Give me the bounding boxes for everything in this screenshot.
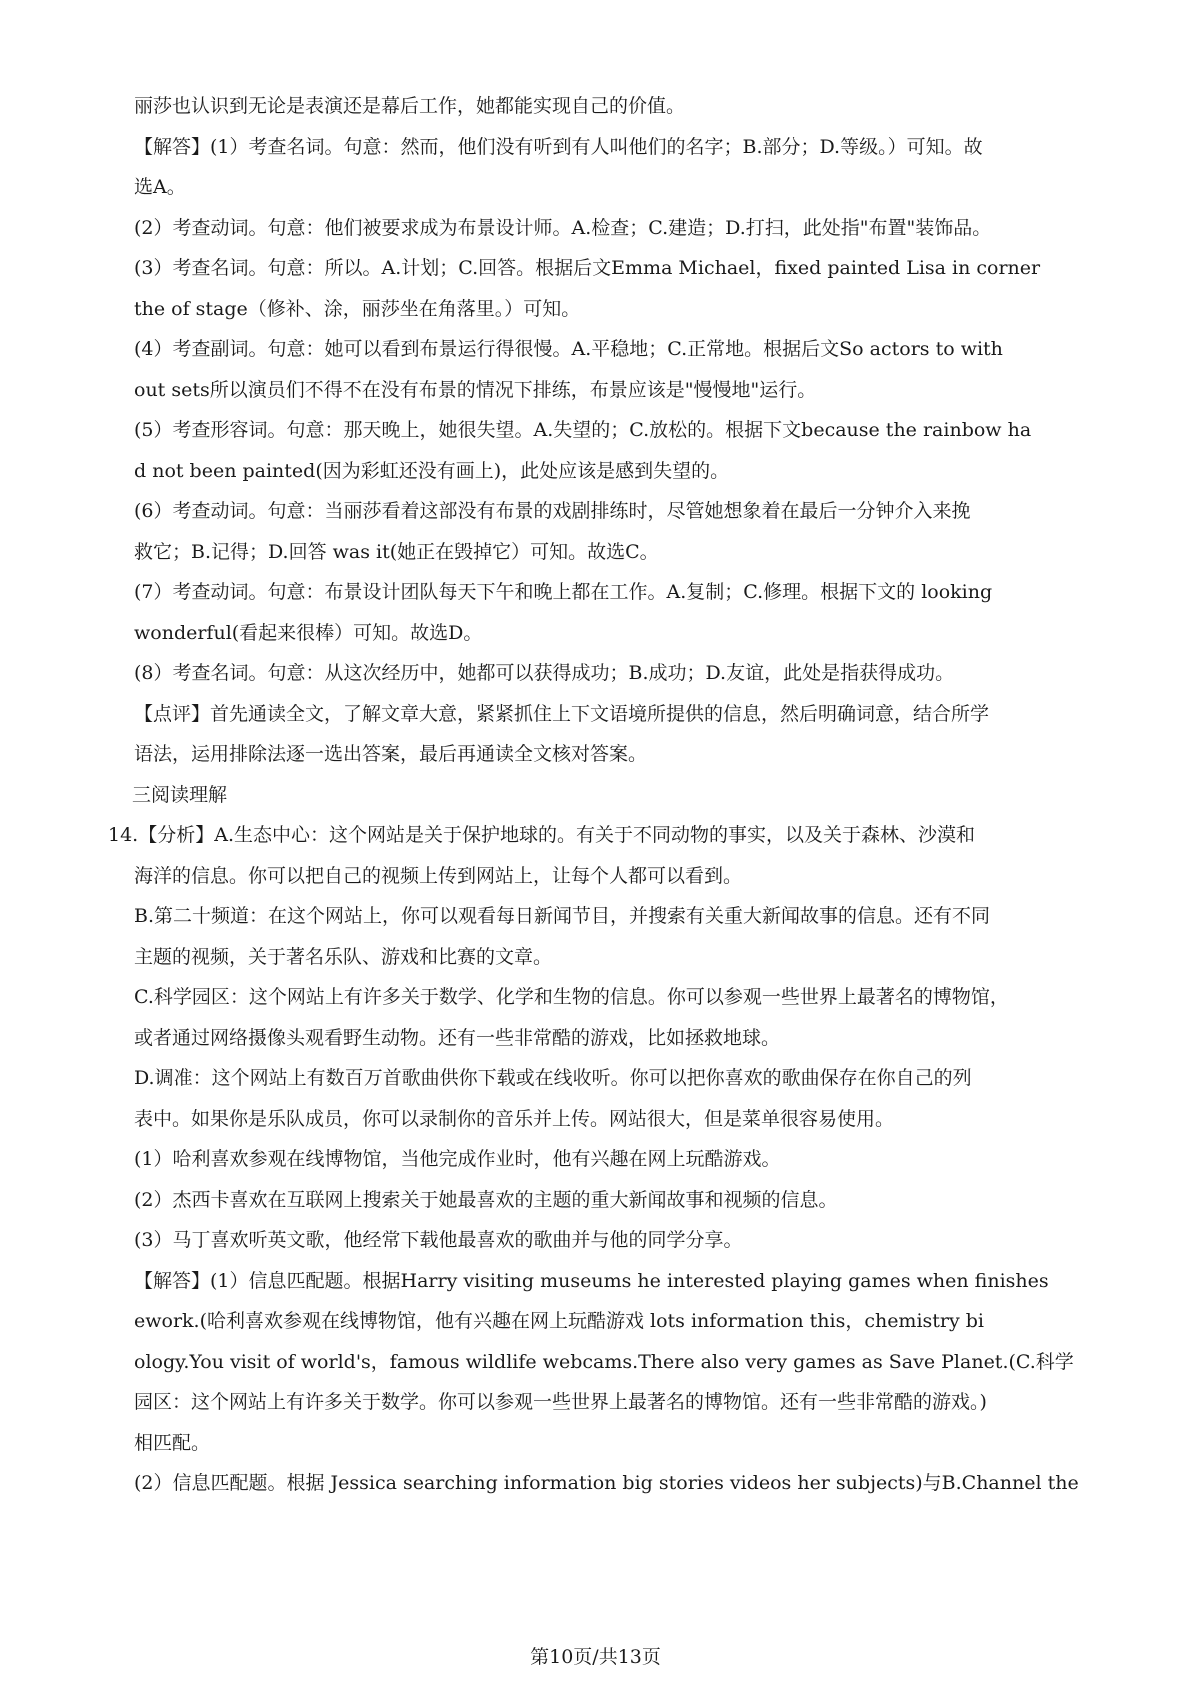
- text-line: wonderful(看起来很棒）可知。故选D。: [134, 621, 483, 644]
- text-line: out sets所以演员们不得不在没有布景的情况下排练，布景应该是"慢慢地"运行。: [134, 378, 817, 401]
- text-line: B.第二十频道：在这个网站上，你可以观看每日新闻节目，并搜索有关重大新闻故事的信息。还有不同: [134, 905, 991, 927]
- text-line: 救它；B.记得；D.回答 was it(她正在毁掉它）可知。故选C。: [134, 540, 659, 563]
- text-line: 【解答】(1）信息匹配题。根据Harry visiting museums he interested playing games when finishes: [134, 1269, 1049, 1292]
- text-line: (7）考查动词。句意：布景设计团队每天下午和晚上都在工作。A.复制；C.修理。根据下文的 looking: [134, 581, 993, 603]
- text-line: 【解答】(1）考查名词。句意：然而，他们没有听到有人叫他们的名字；B.部分；D.等级。）可知。故: [134, 135, 983, 158]
- text-line: 丽莎也认识到无论是表演还是幕后工作，她都能实现自己的价值。: [134, 95, 686, 117]
- text-line: 海洋的信息。你可以把自己的视频上传到网站上，让每个人都可以看到。: [134, 864, 743, 887]
- text-line: 语法，运用排除法逐一选出答案，最后再通读全文核对答案。: [134, 743, 648, 765]
- text-line: (3）考查名词。句意：所以。A.计划；C.回答。根据后文Emma Michael，fixed painted Lisa in corner: [134, 257, 1041, 279]
- text-line: (8）考查名词。句意：从这次经历中，她都可以获得成功；B.成功；D.友谊，此处是指获得成功。: [134, 662, 955, 684]
- text-line: (1）哈利喜欢参观在线博物馆，当他完成作业时，他有兴趣在网上玩酷游戏。: [134, 1148, 781, 1170]
- section-heading: 三阅读理解: [132, 783, 228, 806]
- text-line: 选A。: [134, 176, 186, 198]
- text-line: 相匹配。: [134, 1431, 211, 1454]
- text-line: (2）信息匹配题。根据 Jessica searching information big stories videos her subjects)与B.Channel the: [134, 1472, 1079, 1494]
- text-line: (2）杰西卡喜欢在互联网上搜索关于她最喜欢的主题的重大新闻故事和视频的信息。: [134, 1188, 838, 1211]
- text-line: ology.You visit of world's，famous wildlife webcams.There also very games as Save Planet.(C.科学: [134, 1350, 1074, 1373]
- text-line: the of stage（修补、涂，丽莎坐在角落里。）可知。: [134, 297, 581, 320]
- text-line: 或者通过网络摄像头观看野生动物。还有一些非常酷的游戏，比如拯救地球。: [134, 1026, 781, 1049]
- text-line: 【点评】首先通读全文，了解文章大意，紧紧抓住上下文语境所提供的信息，然后明确词意，结合所学: [134, 702, 990, 725]
- question-number-line: 14.【分析】A.生态中心：这个网站是关于保护地球的。有关于不同动物的事实，以及关于森林、沙漠和: [108, 824, 975, 846]
- text-line: (6）考查动词。句意：当丽莎看着这部没有布景的戏剧排练时，尽管她想象着在最后一分钟介入来挽: [134, 500, 971, 522]
- text-line: 表中。如果你是乐队成员，你可以录制你的音乐并上传。网站很大，但是菜单很容易使用。: [134, 1107, 895, 1130]
- text-line: D.调准：这个网站上有数百万首歌曲供你下载或在线收听。你可以把你喜欢的歌曲保存在你自己的列: [134, 1067, 972, 1089]
- text-line: ework.(哈利喜欢参观在线博物馆，他有兴趣在网上玩酷游戏 lots information this，chemistry bi: [134, 1310, 985, 1332]
- page-number-footer: 第10页/共13页: [530, 1646, 661, 1668]
- answer-explanation-text: [108, 86, 1174, 1504]
- text-line: d not been painted(因为彩虹还没有画上)，此处应该是感到失望的。: [134, 459, 730, 482]
- text-line: (4）考查副词。句意：她可以看到布景运行得很慢。A.平稳地；C.正常地。根据后文So actors to with: [134, 338, 1003, 360]
- text-line: (5）考查形容词。句意：那天晚上，她很失望。A.失望的；C.放松的。根据下文because the rainbow ha: [134, 419, 1032, 441]
- text-line: 园区：这个网站上有许多关于数学。你可以参观一些世界上最著名的博物馆。还有一些非常酷的游戏。): [134, 1391, 987, 1413]
- text-line: (2）考查动词。句意：他们被要求成为布景设计师。A.检查；C.建造；D.打扫，此处指"布置"装饰品。: [134, 216, 992, 239]
- text-line: (3）马丁喜欢听英文歌，他经常下载他最喜欢的歌曲并与他的同学分享。: [134, 1229, 743, 1251]
- text-line: 主题的视频，关于著名乐队、游戏和比赛的文章。: [134, 945, 553, 968]
- text-line: C.科学园区：这个网站上有许多关于数学、化学和生物的信息。你可以参观一些世界上最著名的博物馆，: [134, 986, 1009, 1008]
